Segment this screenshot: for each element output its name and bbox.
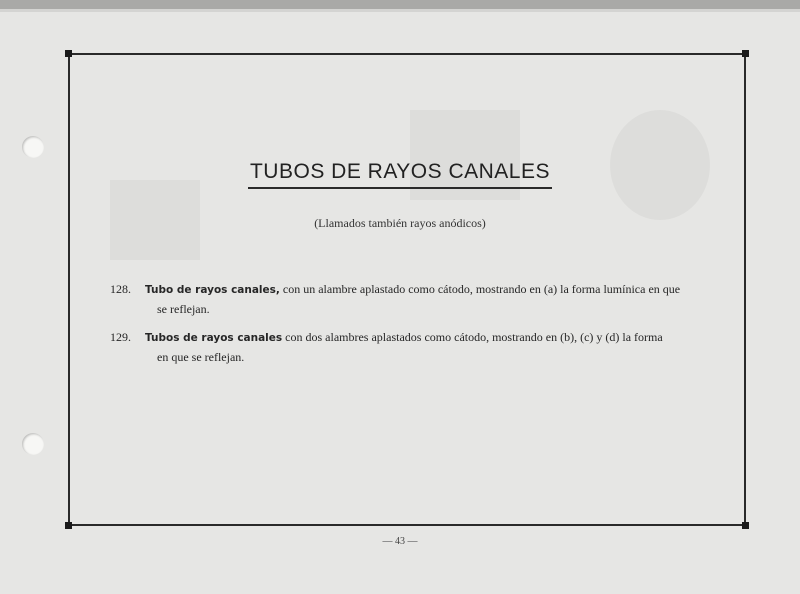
frame-corner-top-right: [742, 50, 749, 57]
entry-continuation: en que se reflejan.: [157, 350, 245, 364]
entry-first-line: [110, 328, 720, 348]
entry-description: con dos alambres aplastados como cátodo, mostrando en (b), (c) y (d) la forma: [282, 330, 663, 344]
top-edge-strip: [0, 0, 800, 9]
page-title: [0, 160, 800, 189]
entry-first-line: [110, 280, 720, 300]
entry-description: con un alambre aplastado como cátodo, mostrando en (a) la forma lumínica en que: [279, 282, 681, 296]
entry-number: 129.: [110, 330, 131, 344]
punch-hole-top: [22, 136, 44, 158]
page-number: — 43 —: [382, 536, 418, 547]
frame-corner-top-left: [65, 50, 72, 57]
entry-title: Tubos de rayos canales: [145, 332, 283, 344]
page-title-text: TUBOS DE RAYOS CANALES: [248, 160, 552, 189]
frame-corner-bottom-left: [65, 522, 72, 529]
catalog-entry: [110, 328, 720, 367]
page-subtitle: (Llamados también rayos anódicos): [314, 216, 486, 230]
entry-number: 128.: [110, 282, 131, 296]
frame-corner-bottom-right: [742, 522, 749, 529]
entry-continuation: se reflejan.: [157, 302, 210, 316]
punch-hole-bottom: [22, 433, 44, 455]
entry-title: Tubo de rayos canales,: [145, 284, 280, 296]
catalog-entry: [110, 280, 720, 319]
top-edge-shadow: [0, 9, 800, 12]
